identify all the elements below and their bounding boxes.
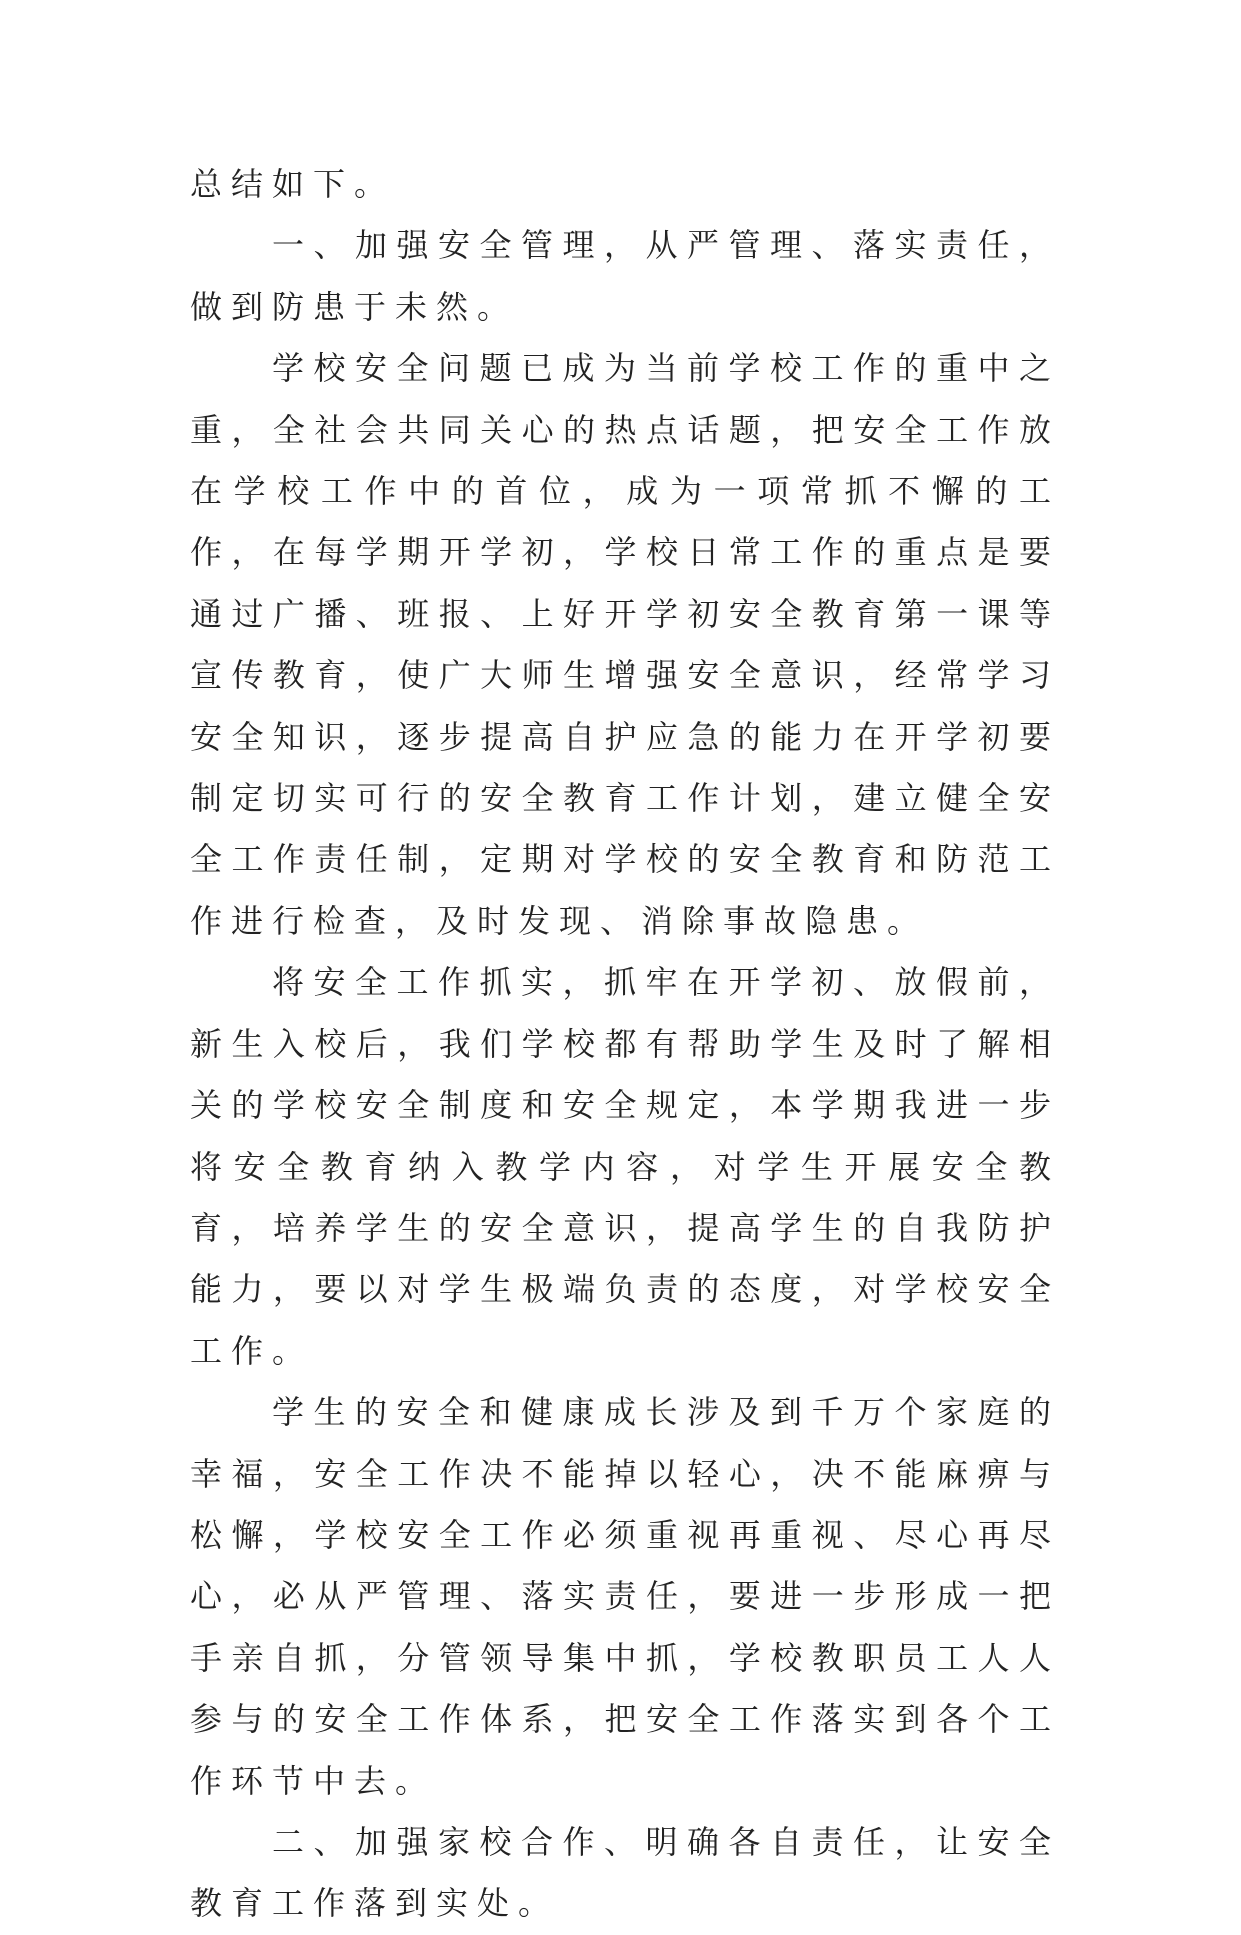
paragraph-1: 总结如下。 [190, 165, 396, 203]
paragraph-2: 一、加强安全管理，从严管理、落实责任，做到防患于未然。 [190, 226, 1060, 326]
paragraph-3: 学校安全问题已成为当前学校工作的重中之重，全社会共同关心的热点话题，把安全工作放在学校工作中的首位，成为一项常抓不懈的工作，在每学期开学初，学校日常工作的重点是要通过广播、班报、上好开学初安全教育第一课等宣传教育，使广大师生增强安全意识，经常学习安全知识，逐步提高自护应急的能力在开学初要制定切实可行的安全教育工作计划，建立健全安全工作责任制，定期对学校的安全教育和防范工作进行检查，及时发现、消除事故隐患。 [190, 349, 1060, 940]
document-body [190, 154, 1060, 1935]
paragraph-6: 二、加强家校合作、明确各自责任，让安全教育工作落到实处。 [190, 1822, 1060, 1923]
paragraph-5: 学生的安全和健康成长涉及到千万个家庭的幸福，安全工作决不能掉以轻心，决不能麻痹与松懈，学校安全工作必须重视再重视、尽心再尽心，必从严管理、落实责任，要进一步形成一把手亲自抓，分管领导集中抓，学校教职员工人人参与的安全工作体系，把安全工作落实到各个工作环节中去。 [190, 1393, 1060, 1800]
paragraph-4: 将安全工作抓实，抓牢在开学初、放假前，新生入校后，我们学校都有帮助学生及时了解相关的学校安全制度和安全规定，本学期我进一步将安全教育纳入教学内容，对学生开展安全教育，培养学生的安全意识，提高学生的自我防护能力，要以对学生极端负责的态度，对学校安全工作。 [190, 963, 1060, 1370]
